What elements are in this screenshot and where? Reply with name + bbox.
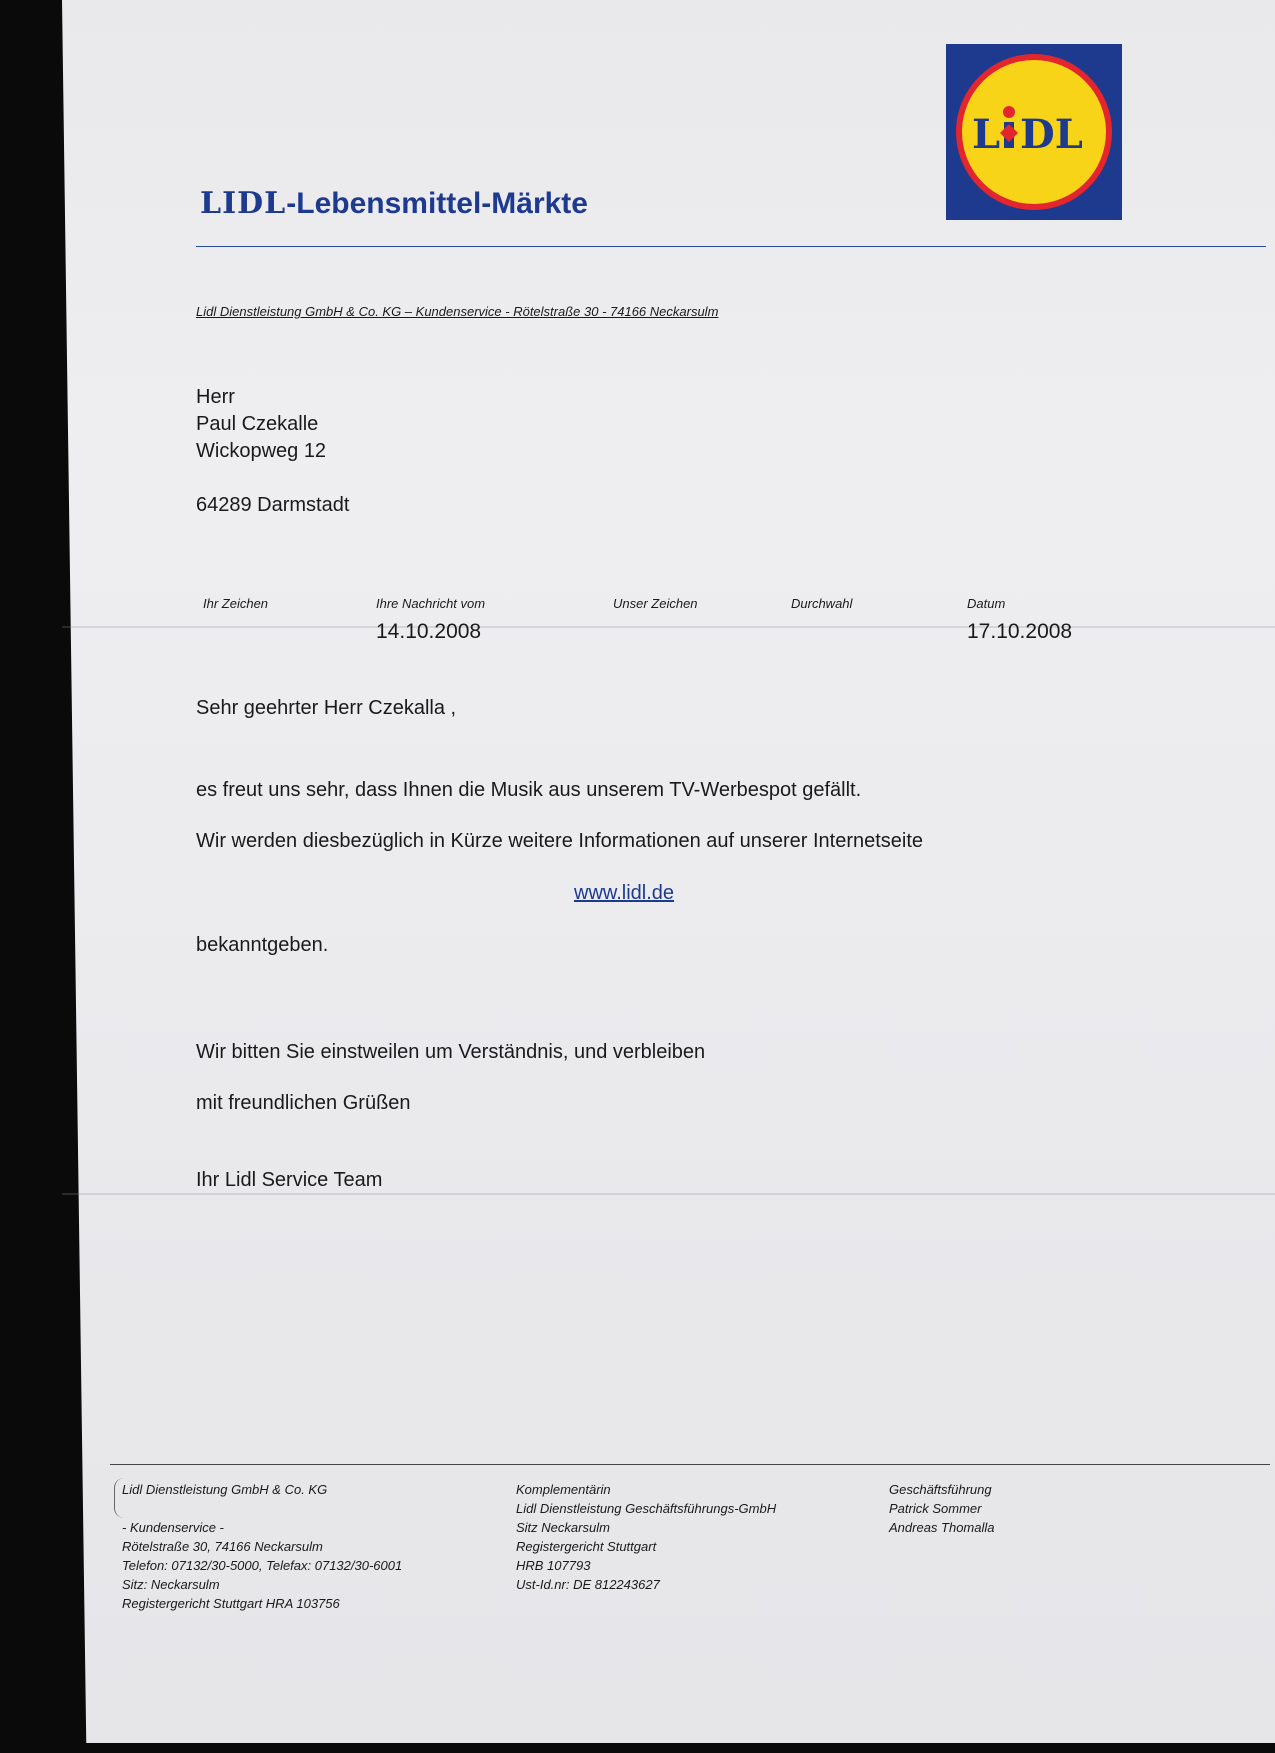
greeting: Sehr geehrter Herr Czekalla , bbox=[196, 697, 457, 719]
closing: mit freundlichen Grüßen bbox=[196, 1092, 411, 1114]
brand-suffix: -Lebensmittel-Märkte bbox=[286, 187, 588, 220]
sender-line: Lidl Dienstleistung GmbH & Co. KG – Kundenservice - Rötelstraße 30 - 74166 Neckarsulm bbox=[196, 304, 719, 319]
recipient-street: Wickopweg 12 bbox=[196, 440, 327, 462]
logo-disc bbox=[962, 60, 1106, 204]
brand-mini-logo bbox=[200, 186, 286, 221]
label-datum: Datum bbox=[967, 596, 1006, 611]
paragraph-2: Wir werden diesbezüglich in Kürze weitere Informationen auf unserer Internetseite bbox=[196, 830, 924, 852]
footer-komplementaerin: Komplementärin Lidl Dienstleistung Geschäftsführungs-GmbH Sitz Neckarsulm Registergericht Stuttgart HRB 107793 Ust-Id.nr: DE 812243627 bbox=[516, 1482, 777, 1592]
paper-fold-2 bbox=[62, 1193, 1275, 1195]
footer-company: Lidl Dienstleistung GmbH & Co. KG - Kundenservice - Rötelstraße 30, 74166 Neckarsulm Telefon: 07132/30-5000, Telefax: 07132/30-6001 Sitz: Neckarsulm Registergericht Stuttgart HRA 103756 bbox=[122, 1482, 403, 1611]
brand-prefix: LIDL bbox=[200, 186, 287, 221]
label-ihr-zeichen: Ihr Zeichen bbox=[203, 596, 269, 611]
label-ihre-nachricht: Ihre Nachricht vom bbox=[376, 596, 486, 611]
footer-rule bbox=[110, 1464, 1270, 1465]
label-unser-zeichen: Unser Zeichen bbox=[613, 596, 698, 611]
signature: Ihr Lidl Service Team bbox=[196, 1169, 383, 1191]
website-link[interactable]: www.lidl.de bbox=[574, 882, 675, 904]
recipient-city: 64289 Darmstadt bbox=[196, 494, 350, 516]
svg-text:DL: DL bbox=[1020, 111, 1083, 158]
paragraph-3: bekanntgeben. bbox=[196, 934, 329, 956]
recipient-name: Paul Czekalle bbox=[196, 413, 319, 435]
paper-fold-1 bbox=[62, 626, 1275, 628]
svg-text:L: L bbox=[972, 111, 1001, 158]
value-ihre-nachricht: 14.10.2008 bbox=[376, 620, 482, 643]
paragraph-1: es freut uns sehr, dass Ihnen die Musik aus unserem TV-Werbespot gefällt. bbox=[196, 779, 862, 801]
header-rule bbox=[196, 246, 1266, 247]
recipient-salutation: Herr bbox=[196, 386, 235, 408]
brand-headline bbox=[200, 186, 588, 221]
logo-ring bbox=[956, 54, 1112, 210]
footer-geschaeftsfuehrung: Geschäftsführung Patrick Sommer Andreas Thomalla bbox=[889, 1482, 995, 1535]
lidl-logo bbox=[946, 44, 1122, 220]
label-durchwahl: Durchwahl bbox=[791, 596, 853, 611]
logo-wordmark bbox=[962, 60, 1106, 204]
paragraph-4: Wir bitten Sie einstweilen um Verständnis, und verbleiben bbox=[196, 1041, 706, 1063]
value-datum: 17.10.2008 bbox=[967, 620, 1073, 643]
